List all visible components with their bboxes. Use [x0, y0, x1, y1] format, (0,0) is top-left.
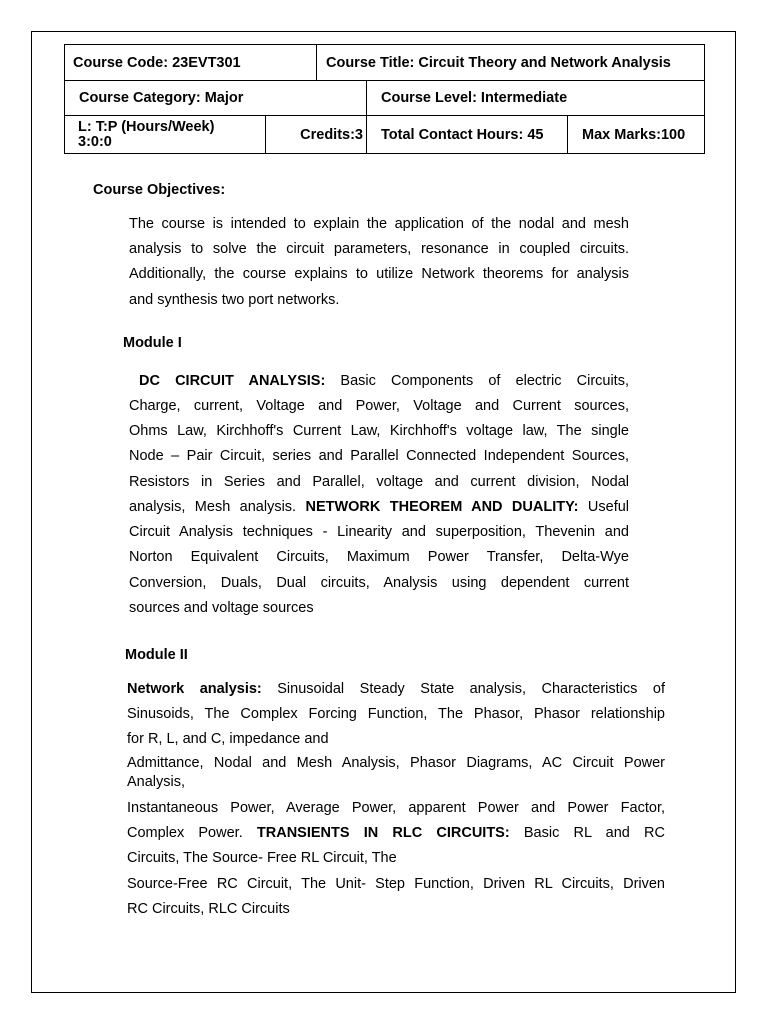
module1-topic-network: NETWORK THEOREM AND DUALITY:: [305, 499, 579, 515]
course-code-cell: [64, 44, 317, 81]
module1-line: Conversion, Duals, Dual circuits, Analysis using dependent current: [129, 575, 629, 591]
module2-line: Admittance, Nodal and Mesh Analysis, Phasor Diagrams, AC Circuit Power: [127, 755, 665, 771]
module2-line: RC Circuits, RLC Circuits: [127, 901, 290, 917]
module1-line: sources and voltage sources: [129, 600, 314, 616]
course-title-cell: [316, 44, 705, 81]
ltp-label: L: T:P (Hours/Week): [78, 118, 215, 135]
module2-topic-transients: TRANSIENTS IN RLC CIRCUITS:: [256, 825, 510, 841]
ltp-cell: [64, 115, 266, 154]
objectives-line: and synthesis two port networks.: [129, 292, 340, 308]
objectives-line: analysis to solve the circuit parameters, resonance in coupled circuits.: [129, 241, 629, 257]
objectives-line: The course is intended to explain the application of the nodal and mesh: [129, 216, 629, 232]
module1-line: Circuit Analysis techniques - Linearity and superposition, Thevenin and: [129, 524, 629, 540]
objectives-line: Additionally, the course explains to utilize Network theorems for analysis: [129, 266, 629, 282]
module1-line: Norton Equivalent Circuits, Maximum Power Transfer, Delta-Wye: [129, 549, 629, 565]
module2-line: for R, L, and C, impedance and: [127, 731, 329, 747]
course-level-cell: [366, 80, 705, 116]
module2-line: Instantaneous Power, Average Power, apparent Power and Power Factor,: [127, 800, 665, 816]
course-code: Course Code: 23EVT301: [73, 54, 241, 71]
course-title: Course Title: Circuit Theory and Network Analysis: [326, 54, 671, 71]
course-category-cell: [64, 80, 367, 116]
module1-line: DC CIRCUIT ANALYSIS: Basic Components of electric Circuits,: [139, 373, 629, 389]
objectives-heading: Course Objectives:: [93, 182, 226, 198]
max-marks: Max Marks:100: [582, 126, 686, 143]
module2-line: Network analysis: Sinusoidal Steady State analysis, Characteristics of: [127, 681, 665, 697]
max-marks-cell: [567, 115, 705, 154]
module2-topic-network-analysis: Network analysis:: [127, 681, 262, 697]
module2-line: Complex Power. TRANSIENTS IN RLC CIRCUITS: Basic RL and RC: [127, 825, 665, 841]
module2-line: Sinusoids, The Complex Forcing Function, The Phasor, Phasor relationship: [127, 706, 665, 722]
module2-line: Circuits, The Source- Free RL Circuit, The: [127, 850, 397, 866]
module1-topic-dc: DC CIRCUIT ANALYSIS:: [139, 373, 326, 389]
module1-line: Node – Pair Circuit, series and Parallel Connected Independent Sources,: [129, 448, 629, 464]
course-level: Course Level: Intermediate: [381, 90, 568, 106]
credits-cell: [265, 115, 367, 154]
ltp-value: 3:0:0: [78, 133, 112, 150]
module2-heading: Module II: [125, 647, 188, 663]
module1-heading: Module I: [123, 335, 182, 351]
module2-line: Source-Free RC Circuit, The Unit- Step Function, Driven RL Circuits, Driven: [127, 876, 665, 892]
module1-line: Resistors in Series and Parallel, voltage and current division, Nodal: [129, 474, 629, 490]
module1-line: Ohms Law, Kirchhoff's Current Law, Kirchhoff's voltage law, The single: [129, 423, 629, 439]
module1-line: Charge, current, Voltage and Power, Voltage and Current sources,: [129, 398, 629, 414]
module1-line: analysis, Mesh analysis. NETWORK THEOREM AND DUALITY: Useful: [129, 499, 630, 515]
contact-hours: Total Contact Hours: 45: [381, 126, 544, 143]
contact-hours-cell: [366, 115, 568, 154]
credits: Credits:3: [300, 126, 363, 143]
module2-line: Analysis,: [127, 774, 186, 790]
course-category: Course Category: Major: [79, 90, 244, 106]
